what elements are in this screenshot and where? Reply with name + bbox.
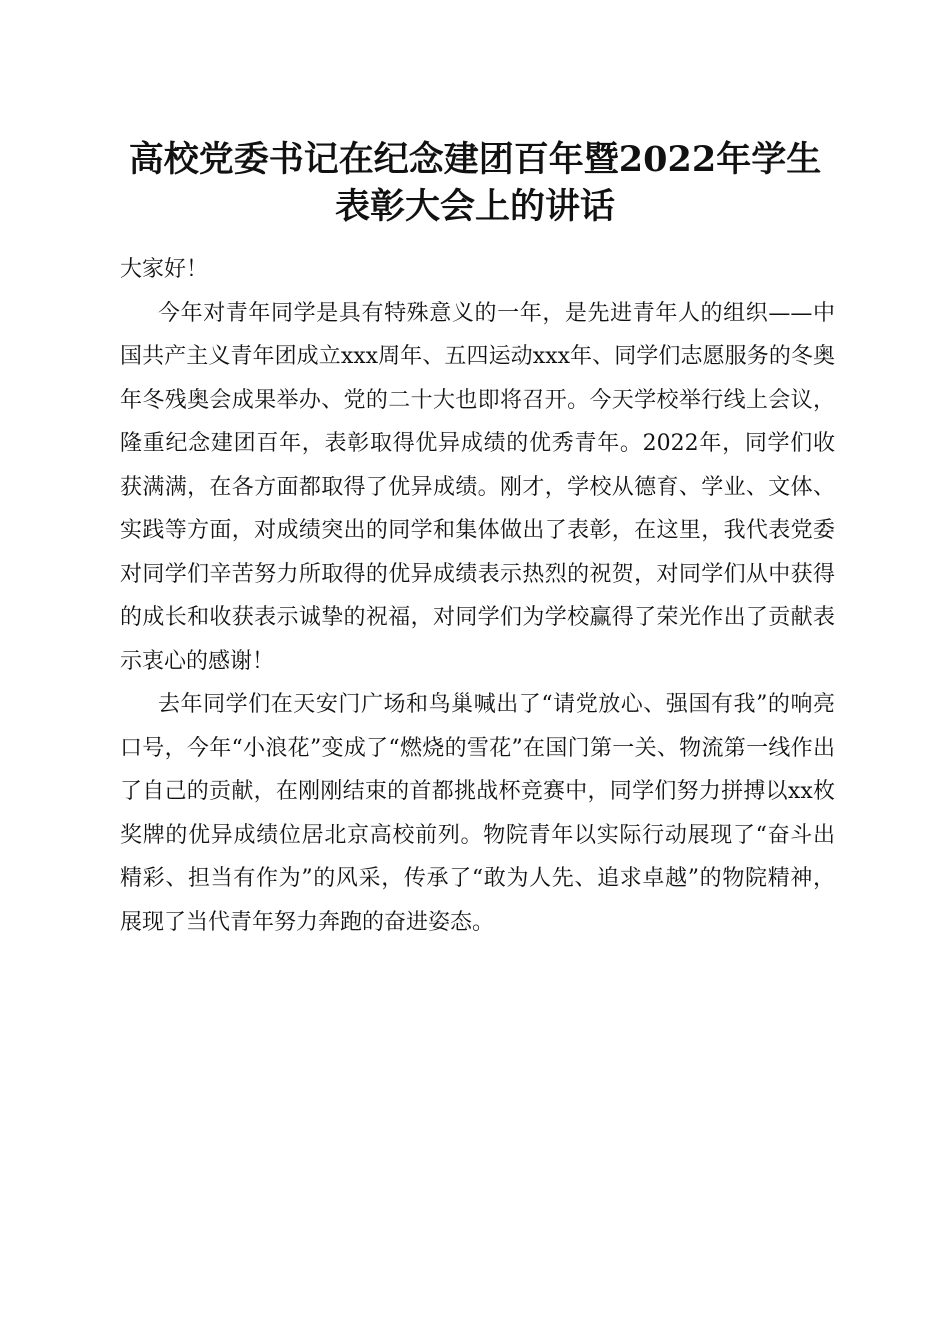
paragraph-1: 今年对青年同学是具有特殊意义的一年，是先进青年人的组织——中国共产主义青年团成立xxx周年、五四运动xxx年、同学们志愿服务的冬奥年冬残奥会成果举办、党的二十大也即将召开。今天学校举行线上会议，隆重纪念建团百年，表彰取得优异成绩的优秀青年。2022年，同学们收获满满，在各方面都取得了优异成绩。刚才，学校从德育、学业、文体、实践等方面，对成绩突出的同学和集体做出了表彰，在这里，我代表党委对同学们辛苦努力所取得的优异成绩表示热烈的祝贺，对同学们从中获得的成长和收获表示诚挚的祝福，对同学们为学校赢得了荣光作出了贡献表示衷心的感谢！	[120, 300, 835, 674]
paragraph-2: 去年同学们在天安门广场和鸟巢喊出了“请党放心、强国有我”的响亮口号，今年“小浪花”变成了“燃烧的雪花”在国门第一关、物流第一线作出了自己的贡献，在刚刚结束的首都挑战杯竞赛中，同学们努力拼搏以xx枚奖牌的优异成绩位居北京高校前列。物院青年以实际行动展现了“奋斗出精彩、担当有作为”的风采，传承了“敢为人先、追求卓越”的物院精神，展现了当代青年努力奔跑的奋进姿态。	[120, 692, 835, 935]
document-title-line-1: 高校党委书记在纪念建团百年暨2022年学生	[128, 139, 822, 180]
document-body	[120, 248, 835, 944]
document-title-line-2: 表彰大会上的讲话	[334, 186, 615, 227]
greeting: 大家好！	[120, 257, 209, 282]
